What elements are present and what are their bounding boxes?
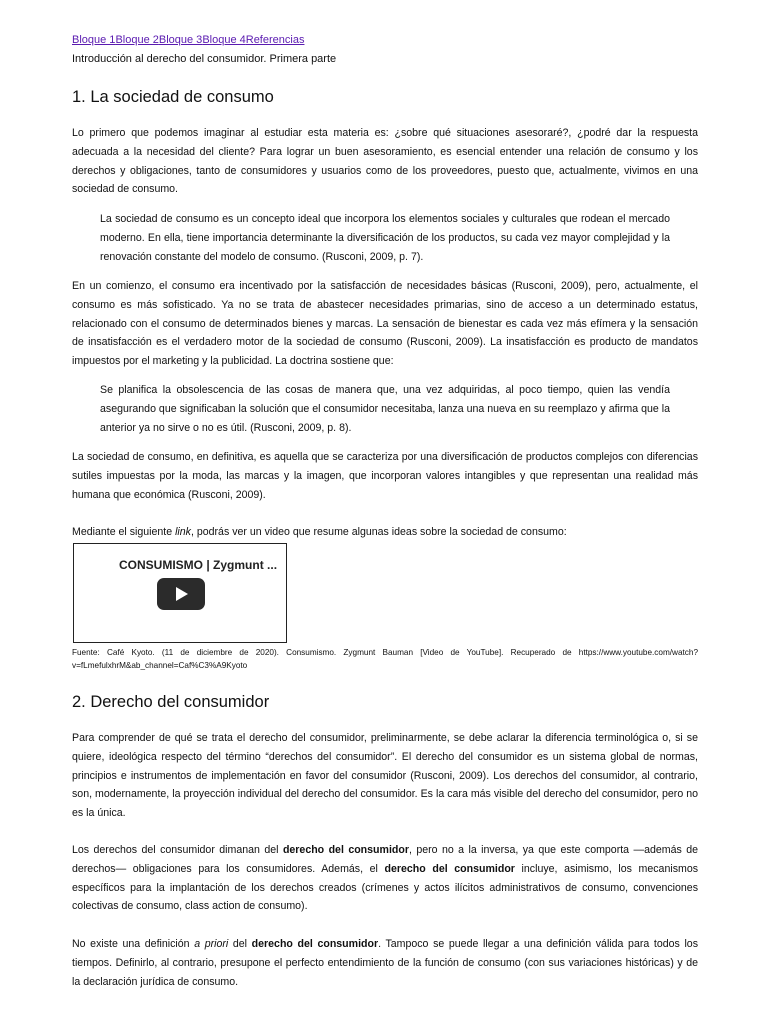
section-2-paragraph-2 <box>72 841 698 916</box>
text-segment: , podrás ver un video que resume algunas ideas sobre la sociedad de consumo: <box>190 526 567 538</box>
text-segment: . Tampoco se puede llegar a una definición válida para todos los tiempos. Definirlo, al contrario, presupone el perfecto entendimiento de la función de consumo (con sus variaciones históricas) y de la declaración jurídica de consumo. <box>72 938 698 988</box>
play-icon <box>157 578 205 610</box>
nav-link-bloque-1[interactable]: Bloque 1 <box>72 34 116 46</box>
text-segment: incluye, asimismo, los mecanismos específicos para la implantación de los derechos creados (crímenes y actos ilícitos administrativos de consumo, convenciones colectivas de consumo, class action de consumo). <box>72 862 699 913</box>
section-1-paragraph-2: En un comienzo, el consumo era incentivado por la satisfacción de necesidades básicas (Rusconi, 2009), pero, actualmente, el consumo es más sofisticado. Ya no se trata de abastecer necesidades primarias, sino de acceso a un determinado estatus, relacionado con el consumo de determinados bienes y marcas. La sensación de bienestar es cada vez más efímera y la sensación de insatisfacción es el verdadero motor de la sociedad de consumo (Rusconi, 2009). La insatisfacción es producto de mandatos impuestos por el marketing y la publicidad. La doctrina sostiene que: <box>72 280 698 368</box>
nav-link-bloque-4[interactable]: Bloque 4 <box>202 34 246 46</box>
video-source-citation: Fuente: Café Kyoto. (11 de diciembre de 2020). Consumismo. Zygmunt Bauman [Video de YouTube]. Recuperado de https://www.youtube.com/watch?v=fLmefulxhrM&ab_channel=Caf%C3%A9Kyoto <box>72 648 698 670</box>
text-segment: Los derechos del consumidor dimanan del <box>72 844 283 856</box>
text-segment: , pero no a la inversa, ya que este comporta —además de derechos— obligaciones para los consumidores. Además, el <box>72 844 698 875</box>
bold-term: derecho del consumidor <box>384 862 515 875</box>
page-subtitle: Introducción al derecho del consumidor. Primera parte <box>72 53 337 65</box>
link-word: link <box>175 526 191 538</box>
text-segment: del <box>228 938 252 950</box>
text-segment: Mediante el siguiente <box>72 526 176 538</box>
nav-link-bloque-3[interactable]: Bloque 3 <box>158 34 203 46</box>
nav-link-referencias[interactable]: Referencias <box>245 34 305 46</box>
text-segment: No existe una definición <box>72 938 195 950</box>
section-1-heading: 1. La sociedad de consumo <box>72 88 274 106</box>
section-2-paragraph-3 <box>72 935 698 991</box>
italic-term: a priori <box>194 938 229 950</box>
section-1-paragraph-3: La sociedad de consumo, en definitiva, es aquella que se caracteriza por una diversificación de productos complejos con diferencias sutiles impuestas por la moda, las marcas y la imagen, que incorporan valores intangibles y que representan una realidad más humana que económica (Rusconi, 2009). <box>72 451 698 501</box>
play-button[interactable] <box>157 578 205 610</box>
video-embed[interactable] <box>73 543 287 643</box>
nav-links <box>72 33 304 47</box>
section-2-heading: 2. Derecho del consumidor <box>72 693 270 711</box>
bold-term: derecho del consumidor <box>251 938 379 950</box>
section-1-paragraph-4 <box>72 523 698 542</box>
nav-link-bloque-2[interactable]: Bloque 2 <box>115 34 159 46</box>
section-1-paragraph-1: Lo primero que podemos imaginar al estudiar esta materia es: ¿sobre qué situaciones asesoraré?, ¿podré dar la respuesta adecuada a la necesidad del cliente? Para lograr un buen asesoramiento, es esencial entender una relación de consumo y los derechos y obligaciones, tanto de consumidores y usuarios como de los proveedores, puesto que, actualmente, vivimos en una sociedad de consumo. <box>72 127 698 196</box>
video-title[interactable]: CONSUMISMO | Zygmunt ... <box>119 558 278 572</box>
section-1-quote-1: La sociedad de consumo es un concepto ideal que incorpora los elementos sociales y culturales que rodean el mercado moderno. En ella, tiene importancia determinante la diversificación de los productos, su cada vez mayor complejidad y la renovación constante del modelo de consumo. (Rusconi, 2009, p. 7). <box>100 213 670 263</box>
section-2-paragraph-1: Para comprender de qué se trata el derecho del consumidor, preliminarmente, se debe aclarar la diferencia terminológica o, si se quiere, ideológica respecto del término “derechos del consumidor”. El derecho del consumidor es un sistema global de normas, principios e instrumentos de implementación en favor del consumidor (Rusconi, 2009). Los derechos del consumidor, al contrario, son, modernamente, la proyección individual del derecho del consumidor. Es la cara más visible del derecho del consumidor, pero no es la única. <box>72 732 698 820</box>
section-1-quote-2: Se planifica la obsolescencia de las cosas de manera que, una vez adquiridas, al poco tiempo, quien las vendía asegurando que significaban la solución que el consumidor necesitaba, lanza una nueva en su reemplazo y afirma que la anterior ya no sirve o no es útil. (Rusconi, 2009, p. 8). <box>100 384 670 434</box>
bold-term: derecho del consumidor <box>282 844 409 856</box>
